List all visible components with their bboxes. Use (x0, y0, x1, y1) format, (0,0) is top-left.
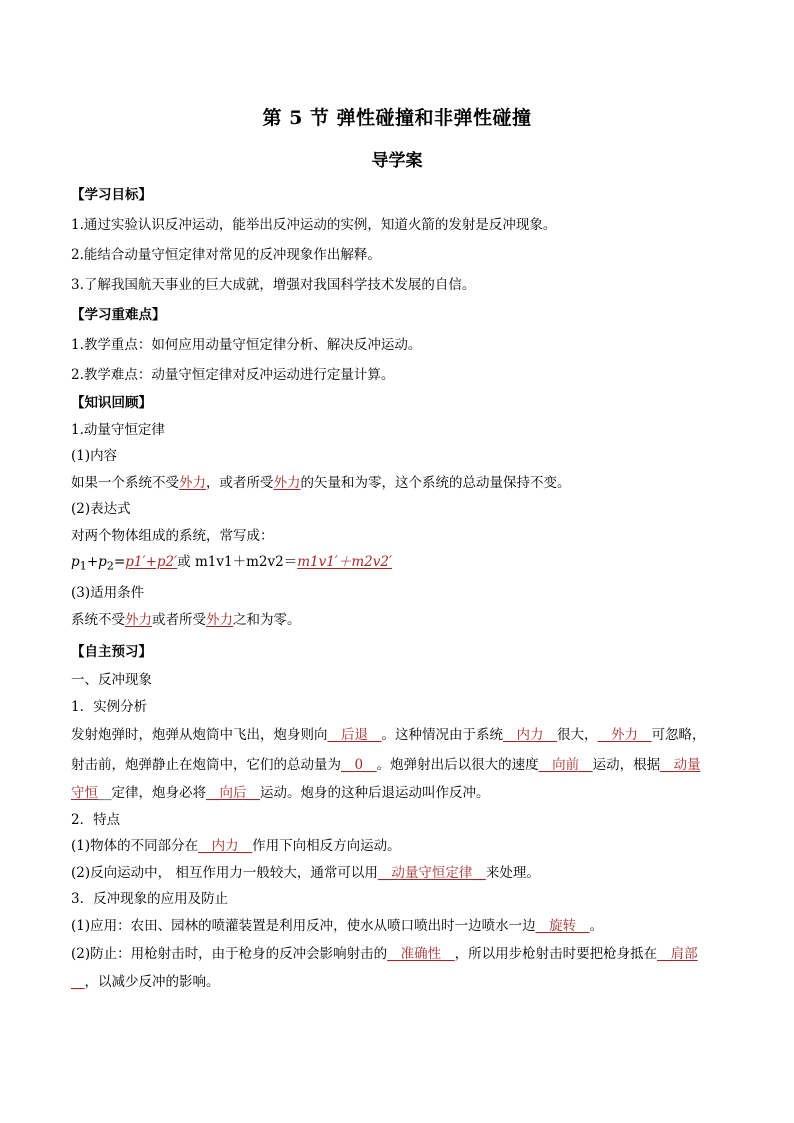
text: 的矢量和为零，这个系统的总动量保持不变。 (300, 474, 571, 491)
answer-blank: 外力 (273, 474, 301, 491)
page-title: 第 5 节 弹性碰撞和非弹性碰撞 (262, 107, 532, 129)
text: 来处理。 (485, 864, 540, 881)
answer-blank: __动量守恒定律__ (377, 864, 486, 881)
text: 。炮弹射出后以很大的速度 (376, 757, 539, 774)
text: (2)反向运动中， 相互作用力一般较大，通常可以用 (71, 864, 378, 881)
text: 发射炮弹时，炮弹从炮筒中飞出，炮身则向 (71, 727, 328, 744)
key-point-2: 2.教学难点：动量守恒定律对反冲运动进行定量计算。 (71, 367, 395, 383)
review-sub-content: (1)内容 (71, 448, 118, 464)
answer-blank: __ (71, 974, 85, 991)
review-content-line (71, 470, 739, 497)
text: ，或者所受 (206, 474, 274, 491)
text: 系统不受 (71, 611, 125, 628)
goal-item-1: 1.通过实验认识反冲运动，能举出反冲运动的实例，知道火箭的发射是反冲现象。 (71, 217, 557, 233)
document-body (71, 180, 739, 996)
answer-blank: __内力__ (198, 838, 253, 855)
goal-item-3: 3.了解我国航天事业的巨大成就，增强对我国科学技术发展的自信。 (71, 277, 476, 293)
text: 很大， (557, 727, 598, 744)
text: __定律，炮身必将 (98, 785, 206, 802)
section-heading-preview: 【自主预习】 (71, 644, 152, 661)
section-heading-key-points: 【学习重难点】 (71, 307, 166, 323)
review-sub-conditions: (3)适用条件 (71, 585, 145, 602)
text: 或者所受 (152, 611, 206, 628)
answer-blank: __向后__ (206, 785, 260, 802)
text: 射击前，炮弹静止在炮筒中，它们的总动量为 (71, 757, 341, 774)
formula-p: p (71, 554, 80, 570)
review-conditions-line (71, 607, 739, 634)
formula-sub: 2 (106, 559, 114, 573)
text: 可忽略， (651, 727, 706, 744)
answer-blank: __向前__ (538, 757, 593, 774)
example-line-2 (71, 750, 739, 780)
text: 。 (589, 917, 604, 934)
section-heading-review: 【知识回顾】 (71, 395, 152, 411)
preview-sub-applications: 3．反冲现象的应用及防止 (71, 891, 229, 908)
formula-text: 或 m1v1＋m2v2＝ (177, 554, 298, 570)
answer-blank: m1v1′＋m2v2′ (297, 554, 393, 570)
momentum-formula (71, 549, 739, 580)
feature-line-1 (71, 833, 739, 860)
answer-blank: 外力 (179, 474, 206, 491)
application-line-2 (71, 939, 739, 969)
answer-blank: 外力 (206, 611, 233, 628)
formula-op: + (86, 554, 99, 570)
answer-blank: __外力__ (597, 727, 652, 744)
answer-blank: __旋转__ (535, 917, 590, 934)
text: (1)应用：农田、园林的喷灌装置是利用反冲，使水从喷口喷出时一边喷水一边 (71, 917, 536, 934)
feature-line-2 (71, 860, 739, 887)
answer-blank: __动量 (660, 757, 701, 774)
answer-blank: p1′+p2′ (125, 554, 178, 570)
key-point-1: 1.教学重点：如何应用动量守恒定律分析、解决反冲运动。 (71, 337, 422, 353)
review-heading-momentum: 1.动量守恒定律 (71, 421, 165, 438)
page-subtitle: 导学案 (371, 151, 423, 171)
section-heading-goals: 【学习目标】 (71, 187, 152, 203)
example-line-1 (71, 720, 739, 750)
text: (2)防止：用枪射击时，由于枪身的反冲会影响射击的 (71, 946, 388, 963)
text: 运动，根据 (592, 757, 661, 774)
text: 如果一个系统不受 (71, 474, 179, 491)
formula-sub: 1 (79, 559, 87, 573)
review-expression-intro: 对两个物体组成的系统，常写成： (71, 527, 274, 544)
text: (1)物体的不同部分在 (71, 838, 199, 855)
review-sub-expression: (2)表达式 (71, 501, 131, 517)
text: ，以减少反冲的影响。 (84, 974, 220, 991)
answer-blank: 守恒 (71, 785, 98, 802)
formula-p: p (98, 554, 107, 570)
application-line-3 (71, 969, 739, 996)
answer-blank: __内力__ (503, 727, 557, 744)
text: ，所以用步枪射击时要把枪身抵在 (454, 946, 658, 963)
preview-sub-features: 2．特点 (71, 811, 121, 828)
formula-op: = (113, 554, 126, 570)
preview-sub-examples: 1．实例分析 (71, 698, 148, 715)
text: 。这种情况由于系统 (381, 727, 503, 744)
text: 作用下向相反方向运动。 (252, 838, 401, 855)
answer-blank: __准确性__ (387, 946, 455, 963)
application-line-1 (71, 913, 739, 940)
goal-item-2: 2.能结合动量守恒定律对常见的反冲现象作出解释。 (71, 247, 381, 263)
answer-blank: __0__ (341, 757, 377, 774)
text: 运动。炮身的这种后退运动叫作反冲。 (260, 785, 490, 802)
example-line-3 (71, 780, 739, 807)
preview-heading-recoil: 一、反冲现象 (71, 672, 152, 689)
text: 之和为零。 (233, 611, 301, 628)
answer-blank: __后退__ (327, 727, 382, 744)
answer-blank: __肩部 (657, 946, 698, 963)
answer-blank: 外力 (125, 611, 152, 628)
